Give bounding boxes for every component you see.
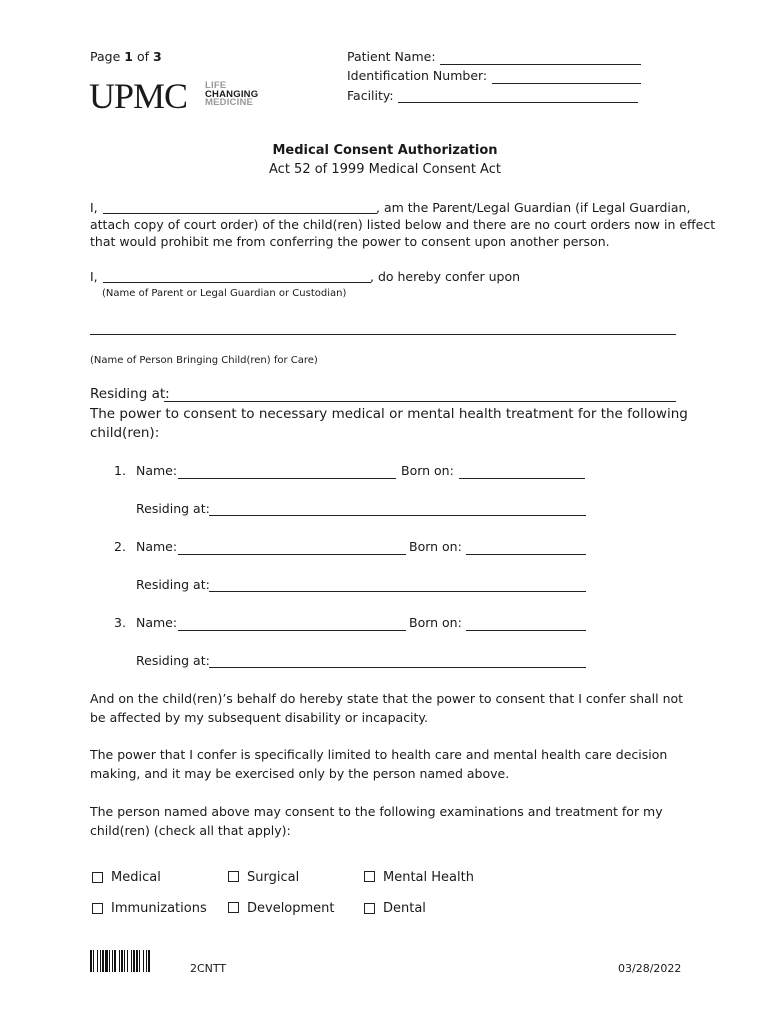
identification-number-field[interactable] xyxy=(492,83,641,84)
para1-line3: that would prohibit me from conferring the power to consent upon another person. xyxy=(90,234,610,249)
logo-tagline-medicine: MEDICINE xyxy=(205,97,254,108)
dental-checkbox[interactable] xyxy=(364,903,375,914)
mental-health-checkbox[interactable] xyxy=(364,871,375,882)
exams-line1: The person named above may consent to the following examinations and treatment for my xyxy=(90,804,663,819)
identification-number-label: Identification Number: xyxy=(347,68,488,83)
immunizations-checkbox[interactable] xyxy=(92,903,103,914)
medical-checkbox-label: Medical xyxy=(111,870,161,885)
development-checkbox-label: Development xyxy=(247,901,335,916)
child2-residing-label: Residing at: xyxy=(136,577,210,592)
child1-born-field[interactable] xyxy=(459,478,585,479)
facility-field[interactable] xyxy=(398,102,638,103)
patient-name-label: Patient Name: xyxy=(347,49,436,64)
facility-label: Facility: xyxy=(347,88,394,103)
child3-residing-label: Residing at: xyxy=(136,653,210,668)
power-text-line1: The power to consent to necessary medical or mental health treatment for the following xyxy=(90,406,688,422)
barcode xyxy=(90,950,182,972)
para1-line1: , am the Parent/Legal Guardian (if Legal Guardian, xyxy=(376,200,691,215)
dental-checkbox-label: Dental xyxy=(383,901,426,916)
child2-born-field[interactable] xyxy=(466,554,586,555)
page-total: 3 xyxy=(152,49,162,64)
child2-born-label: Born on: xyxy=(409,539,462,554)
guardian-caption: (Name of Parent or Legal Guardian or Custodian) xyxy=(102,288,347,299)
medical-checkbox[interactable] xyxy=(92,872,103,883)
child1-residing-field[interactable] xyxy=(209,515,586,516)
logo-wordmark: UPMC xyxy=(89,76,188,116)
para2-prefix: I, xyxy=(90,269,98,284)
exams-line2: child(ren) (check all that apply): xyxy=(90,823,291,838)
child2-number: 2. xyxy=(114,539,126,554)
child1-born-label: Born on: xyxy=(401,463,454,478)
logo-tagline xyxy=(205,82,258,108)
limited-line1: The power that I confer is specifically limited to health care and mental health care decision xyxy=(90,747,668,762)
guardian-name-field[interactable] xyxy=(103,282,371,283)
form-subtitle: Act 52 of 1999 Medical Consent Act xyxy=(269,162,501,177)
mental-health-checkbox-label: Mental Health xyxy=(383,870,474,885)
development-checkbox[interactable] xyxy=(228,902,239,913)
para1-line2: attach copy of court order) of the child(ren) listed below and there are no court orders now in effect xyxy=(90,217,716,232)
power-text-line2: child(ren): xyxy=(90,425,160,441)
page-prefix: Page xyxy=(90,49,121,64)
immunizations-checkbox-label: Immunizations xyxy=(111,901,207,916)
child3-number: 3. xyxy=(114,615,126,630)
logo-tagline-changing: CHANGING xyxy=(205,88,259,100)
form-code: 2CNTT xyxy=(190,962,227,975)
para2-rest: , do hereby confer upon xyxy=(370,269,521,284)
residing-label: Residing at: xyxy=(90,386,170,402)
child3-born-field[interactable] xyxy=(466,630,586,631)
upmc-logo xyxy=(89,78,264,114)
child1-number: 1. xyxy=(114,463,126,478)
form-date: 03/28/2022 xyxy=(618,962,682,975)
para1-prefix: I, xyxy=(90,200,98,215)
child2-residing-field[interactable] xyxy=(209,591,586,592)
child2-name-field[interactable] xyxy=(178,554,406,555)
page-indicator xyxy=(90,48,162,65)
behalf-line1: And on the child(ren)’s behalf do hereby state that the power to consent that I confer shall not xyxy=(90,691,684,706)
child1-residing-label: Residing at: xyxy=(136,501,210,516)
child3-born-label: Born on: xyxy=(409,615,462,630)
child1-name-field[interactable] xyxy=(178,478,396,479)
page-of: of xyxy=(136,49,149,64)
logo-tagline-life: LIFE xyxy=(205,80,227,91)
surgical-checkbox-label: Surgical xyxy=(247,870,300,885)
residing-field[interactable] xyxy=(164,401,676,402)
person-bringing-field[interactable] xyxy=(90,334,676,335)
child3-name-label: Name: xyxy=(136,615,178,630)
parent-name-field[interactable] xyxy=(103,213,377,214)
child1-name-label: Name: xyxy=(136,463,178,478)
form-title: Medical Consent Authorization xyxy=(272,143,498,158)
child3-residing-field[interactable] xyxy=(209,667,586,668)
surgical-checkbox[interactable] xyxy=(228,871,239,882)
limited-line2: making, and it may be exercised only by the person named above. xyxy=(90,766,510,781)
child2-name-label: Name: xyxy=(136,539,178,554)
child3-name-field[interactable] xyxy=(178,630,406,631)
patient-name-field[interactable] xyxy=(440,64,641,65)
page-number: 1 xyxy=(124,49,133,64)
behalf-line2: be affected by my subsequent disability or incapacity. xyxy=(90,710,429,725)
person-bringing-caption: (Name of Person Bringing Child(ren) for Care) xyxy=(90,355,318,366)
